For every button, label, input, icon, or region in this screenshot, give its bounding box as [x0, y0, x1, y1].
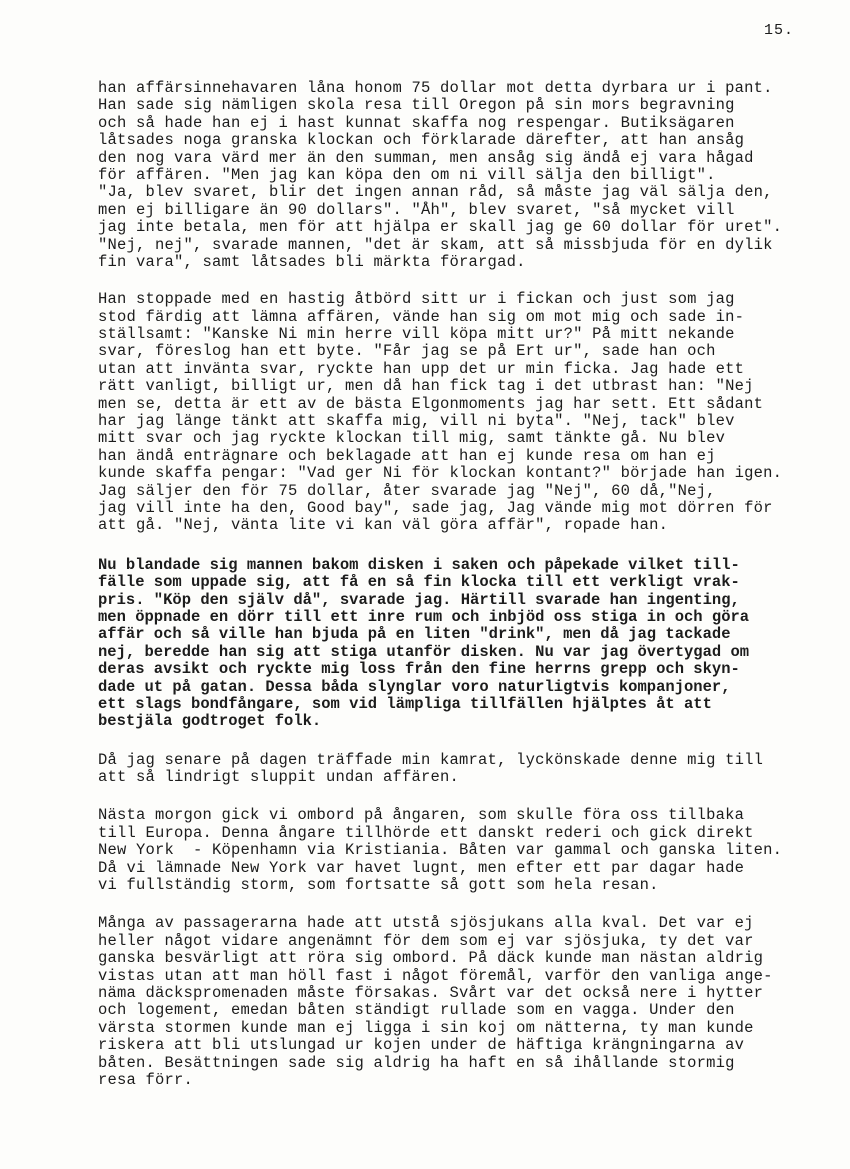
text-line: "Ja, blev svaret, blir det ingen annan råd, så måste jag väl sälja den,: [98, 183, 773, 202]
body-text: [98, 80, 838, 1106]
text-line: fälle som uppade sig, att få en så fin klocka till ett verkligt vrak-: [98, 573, 740, 592]
text-line: jag vill inte ha den, Good bay", sade jag, Jag vände mig mot dörren för: [98, 498, 773, 517]
text-line: riskera att bli utslungad ur kojen under de häftiga krängningarna av: [98, 1036, 745, 1055]
text-line: värsta stormen kunde man ej ligga i sin koj om nätterna, ty man kunde: [98, 1018, 754, 1037]
text-line: den nog vara värd mer än den summan, men ansåg sig ändå ej vara hågad: [98, 148, 754, 167]
text-line: ganska besvärligt att röra sig ombord. På däck kunde man nästan aldrig: [98, 949, 764, 968]
paragraph-1: [98, 80, 838, 271]
text-line: vistas utan att man höll fast i något föremål, varför den vanliga ange-: [98, 966, 773, 985]
text-line: nej, beredde han sig att stiga utanför disken. Nu var jag övertygad om: [98, 642, 750, 661]
text-line: men se, detta är ett av de bästa Elgonmoments jag har sett. Ett sådant: [98, 394, 764, 413]
text-line: han affärsinnehavaren låna honom 75 dollar mot detta dyrbara ur i pant.: [98, 79, 773, 97]
text-line: Jag säljer den för 75 dollar, åter svarade jag "Nej", 60 då,"Nej,: [98, 481, 716, 500]
page-number: 15.: [763, 22, 794, 39]
text-line: att så lindrigt sluppit undan affären.: [98, 768, 460, 787]
text-line: bestjäla godtroget folk.: [98, 712, 322, 731]
text-line: mitt svar och jag ryckte klockan till mig, samt tänkte gå. Nu blev: [98, 429, 726, 448]
text-line: näma däckspromenaden måste försakas. Svårt var det också nere i hytter: [98, 983, 764, 1002]
text-line: dade ut på gatan. Dessa båda slynglar voro naturligtvis kompanjoner,: [98, 677, 731, 696]
text-line: ställsamt: "Kanske Ni min herre vill köpa mitt ur?" På mitt nekande: [98, 325, 735, 344]
text-line: och så hade han ej i hast kunnat skaffa nog respengar. Butiksägaren: [98, 113, 735, 132]
text-line: kunde skaffa pengar: "Vad ger Ni för klockan kontant?" började han igen.: [98, 464, 783, 483]
paragraph-4: [98, 752, 838, 787]
text-line: rätt vanligt, billigt ur, men då han fick tag i det utbrast han: "Nej: [98, 377, 754, 396]
text-line: heller något vidare angenämnt för dem som ej var sjösjuka, ty det var: [98, 931, 754, 950]
text-line: fin vara", samt låtsades bli märkta förargad.: [98, 252, 526, 271]
text-line: "Nej, nej", svarade mannen, "det är skam, att så missbjuda för en dylik: [98, 235, 773, 254]
text-line: men ej billigare än 90 dollars". "Åh", blev svaret, "så mycket vill: [98, 200, 735, 219]
paragraph-3: [98, 557, 838, 731]
text-line: han ändå enträgnare och beklagade att han ej kunde resa om han ej: [98, 446, 716, 465]
text-line: Då vi lämnade New York var havet lugnt, men efter ett par dagar hade: [98, 858, 745, 877]
text-line: men öppnade en dörr till ett inre rum och inbjöd oss stiga in och göra: [98, 607, 750, 626]
text-line: Nästa morgon gick vi ombord på ångaren, som skulle föra oss tillbaka: [98, 806, 745, 825]
text-line: till Europa. Denna ångare tillhörde ett danskt rederi och gick direkt: [98, 823, 754, 842]
text-line: stod färdig att lämna affären, vände han sig om mot mig och sade in-: [98, 307, 745, 326]
text-line: för affären. "Men jag kan köpa den om ni vill sälja den billigt".: [98, 165, 716, 184]
text-line: Många av passagerarna hade att utstå sjösjukans alla kval. Det var ej: [98, 914, 754, 933]
paragraph-5: [98, 807, 838, 894]
text-line: jag inte betala, men för att hjälpa er skall jag ge 60 dollar för uret".: [98, 218, 783, 237]
text-line: låtsades noga granska klockan och förklarade därefter, att han ansåg: [98, 131, 745, 150]
text-line: resa förr.: [98, 1070, 194, 1089]
text-line: vi fullständig storm, som fortsatte så gott som hela resan.: [98, 876, 659, 895]
text-line: Han stoppade med en hastig åtbörd sitt ur i fickan och just som jag: [98, 290, 735, 309]
text-line: svar, föreslog han ett byte. "Får jag se på Ert ur", sade han och: [98, 342, 716, 361]
text-line: har jag länge tänkt att skaffa mig, vill ni byta". "Nej, tack" blev: [98, 412, 735, 431]
text-line: båten. Besättningen sade sig aldrig ha haft en så ihållande stormig: [98, 1053, 735, 1072]
text-line: att gå. "Nej, vänta lite vi kan väl göra affär", ropade han.: [98, 516, 669, 535]
text-line: Han sade sig nämligen skola resa till Oregon på sin mors begravning: [98, 96, 735, 115]
text-line: New York - Köpenhamn via Kristiania. Båten var gammal och ganska liten.: [98, 841, 783, 860]
text-line: pris. "Köp den själv då", svarade jag. Härtill svarade han ingenting,: [98, 590, 740, 609]
text-line: Nu blandade sig mannen bakom disken i saken och påpekade vilket till-: [98, 555, 740, 574]
text-line: affär och så ville han bjuda på en liten "drink", men då jag tackade: [98, 625, 731, 644]
text-line: deras avsikt och ryckte mig loss från den fine herrns grepp och skyn-: [98, 660, 740, 679]
text-line: utan att invänta svar, ryckte han upp det ur min ficka. Jag hade ett: [98, 359, 745, 378]
text-line: och logement, emedan båten ständigt rullade som en vagga. Under den: [98, 1001, 735, 1020]
text-line: Då jag senare på dagen träffade min kamrat, lyckönskade denne mig till: [98, 750, 764, 769]
paragraph-6: [98, 915, 838, 1089]
text-line: ett slags bondfångare, som vid lämpliga tillfällen hjälptes åt att: [98, 694, 712, 713]
paragraph-2: [98, 291, 838, 534]
